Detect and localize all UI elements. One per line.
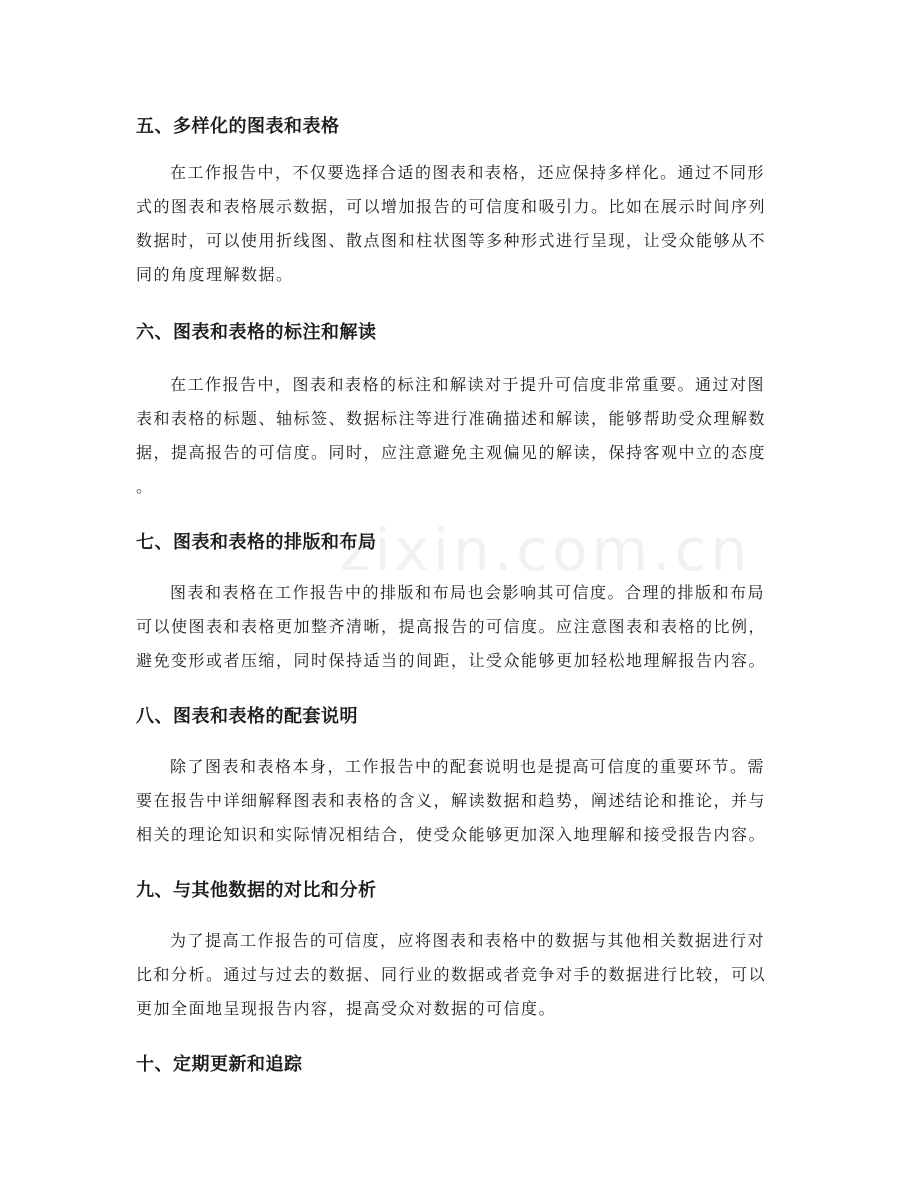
section-heading-9: 九、与其他数据的对比和分析 (136, 880, 377, 901)
paragraph-line: 在工作报告中，不仅要选择合适的图表和表格，还应保持多样化。通过不同形 (170, 163, 766, 182)
paragraph-line: 相关的理论知识和实际情况相结合，使受众能够更加深入地理解和接受报告内容。 (136, 825, 767, 844)
paragraph-line: 。 (136, 477, 154, 496)
paragraph-line: 可以使图表和表格更加整齐清晰，提高报告的可信度。应注意图表和表格的比例， (136, 617, 767, 636)
section-heading-7: 七、图表和表格的排版和布局 (136, 532, 377, 553)
paragraph-line: 数据时，可以使用折线图、散点图和柱状图等多种形式进行呈现，让受众能够从不 (136, 231, 767, 250)
paragraph-line: 同的角度理解数据。 (136, 265, 294, 284)
section-heading-10: 十、定期更新和追踪 (136, 1054, 303, 1075)
section-heading-6: 六、图表和表格的标注和解读 (136, 322, 377, 343)
paragraph-line: 避免变形或者压缩，同时保持适当的间距，让受众能够更加轻松地理解报告内容。 (136, 651, 767, 670)
paragraph-line: 式的图表和表格展示数据，可以增加报告的可信度和吸引力。比如在展示时间序列 (136, 197, 767, 216)
paragraph-line: 在工作报告中，图表和表格的标注和解读对于提升可信度非常重要。通过对图 (170, 375, 766, 394)
paragraph-line: 除了图表和表格本身，工作报告中的配套说明也是提高可信度的重要环节。需 (170, 757, 766, 776)
section-heading-5: 五、多样化的图表和表格 (136, 116, 340, 137)
paragraph-line: 据，提高报告的可信度。同时，应注意避免主观偏见的解读，保持客观中立的态度 (136, 443, 767, 462)
paragraph-line: 比和分析。通过与过去的数据、同行业的数据或者竞争对手的数据进行比较，可以 (136, 965, 767, 984)
paragraph-line: 要在报告中详细解释图表和表格的含义，解读数据和趋势，阐述结论和推论，并与 (136, 791, 767, 810)
watermark: zixin.com.cn (340, 516, 752, 584)
section-heading-8: 八、图表和表格的配套说明 (136, 706, 358, 727)
paragraph-line: 表和表格的标题、轴标签、数据标注等进行准确描述和解读，能够帮助受众理解数 (136, 409, 767, 428)
paragraph-line: 图表和表格在工作报告中的排版和布局也会影响其可信度。合理的排版和布局 (170, 583, 766, 602)
paragraph-line: 更加全面地呈现报告内容，提高受众对数据的可信度。 (136, 999, 557, 1018)
paragraph-line: 为了提高工作报告的可信度，应将图表和表格中的数据与其他相关数据进行对 (170, 931, 766, 950)
